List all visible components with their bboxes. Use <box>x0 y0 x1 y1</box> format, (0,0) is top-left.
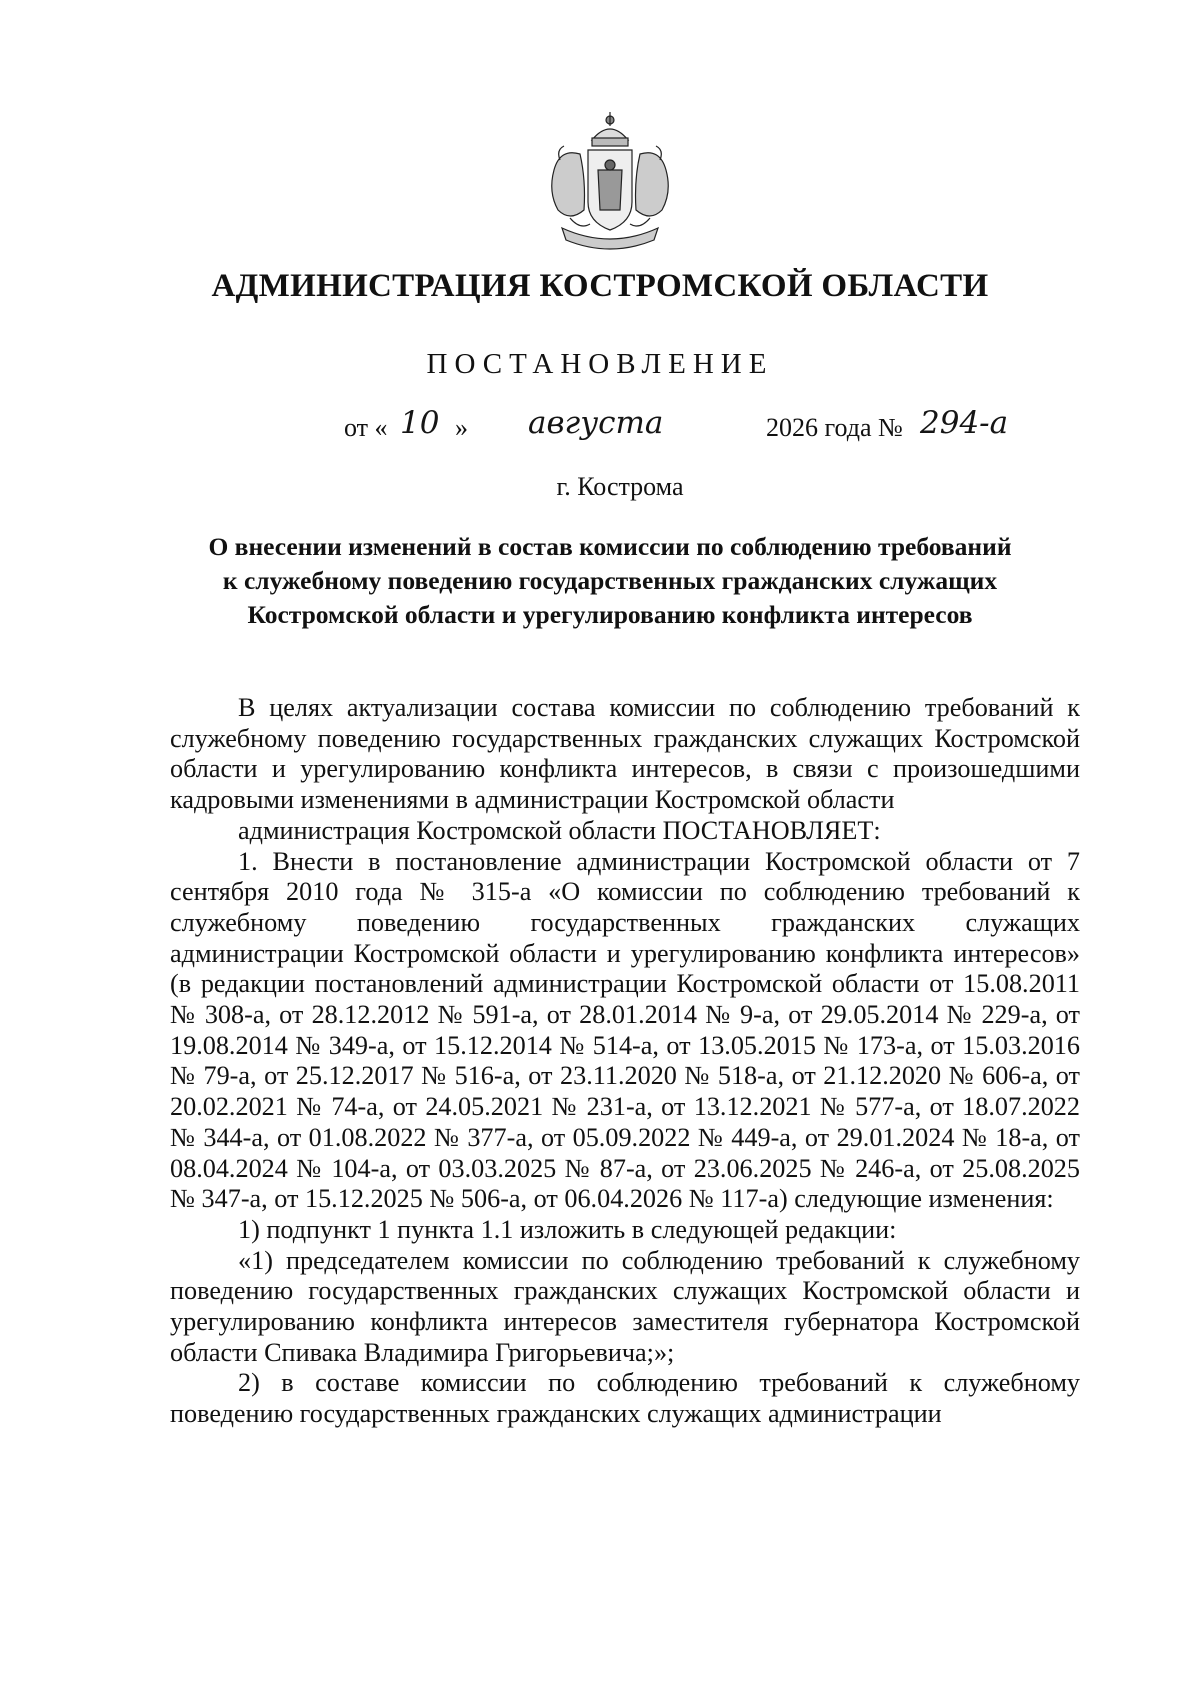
date-day-close: » <box>455 413 468 442</box>
document-type: ПОСТАНОВЛЕНИЕ <box>426 348 774 380</box>
date-month: августа <box>528 405 664 441</box>
date-line <box>0 405 1200 455</box>
document-body <box>170 693 1080 1430</box>
organization-title: АДМИНИСТРАЦИЯ КОСТРОМСКОЙ ОБЛАСТИ <box>211 268 989 304</box>
body-paragraph: 1) подпункт 1 пункта 1.1 изложить в следующей редакции: <box>238 1214 897 1244</box>
body-paragraph: «1) председателем комиссии по соблюдению требований к служебному поведению государственных гражданских служащих Костромской области и урегулированию конфликта интересов заместителя губернатора Костромской области Спивака Владимира Григорьевича;»; <box>170 1245 1080 1367</box>
coat-of-arms-icon <box>540 110 680 260</box>
body-paragraph: 1. Внести в постановление администрации Костромской области от 7 сентября 2010 года № 315-а «О комиссии по соблюдению требований к служебному поведению государственных гражданских служащих администрации Костромской области и урегулированию конфликта интересов» (в редакции постановлений администрации Костромской области от 15.08.2011 № 308-а, от 28.12.2012 № 591-а, от 28.01.2014 № 9-а, от 29.05.2014 № 229-а, от 19.08.2014 № 349-а, от 15.12.2014 № 514-а, от 13.05.2015 № 173-а, от 15.03.2016 № 79-а, от 25.12.2017 № 516-а, от 23.11.2020 № 518-а, от 21.12.2020 № 606-а, от 20.02.2021 № 74-а, от 24.05.2021 № 231-а, от 13.12.2021 № 577-а, от 18.07.2022 № 344-а, от 01.08.2022 № 377-а, от 05.09.2022 № 449-а, от 29.01.2024 № 18-а, от 08.04.2024 № 104-а, от 03.03.2025 № 87-а, от 23.06.2025 № 246-а, от 25.08.2025 № 347-а, от 15.12.2025 № 506-а, от 06.04.2026 № 117-а) следующие изменения: <box>170 846 1080 1214</box>
subject-line: О внесении изменений в состав комиссии по соблюдению требований <box>208 532 1012 561</box>
subject-line: Костромской области и урегулированию конфликта интересов <box>247 600 973 629</box>
date-year-text: 2026 года № <box>766 413 903 442</box>
document-subject <box>150 530 1070 632</box>
body-paragraph: 2) в составе комиссии по соблюдению требований к служебному поведению государственных гражданских служащих администрации <box>170 1368 1080 1429</box>
city-line: г. Кострома <box>556 472 684 501</box>
document-number: 294-а <box>920 405 1009 441</box>
date-day: 10 <box>400 405 440 441</box>
subject-line: к служебному поведению государственных гражданских служащих <box>222 566 998 595</box>
body-paragraph: В целях актуализации состава комиссии по соблюдению требований к служебному поведению государственных гражданских служащих Костромской области и урегулированию конфликта интересов, в связи с произошедшими кадровыми изменениями в администрации Костромской области <box>170 693 1080 815</box>
body-paragraph: администрация Костромской области ПОСТАНОВЛЯЕТ: <box>238 815 881 845</box>
date-prefix: от « <box>344 413 388 442</box>
